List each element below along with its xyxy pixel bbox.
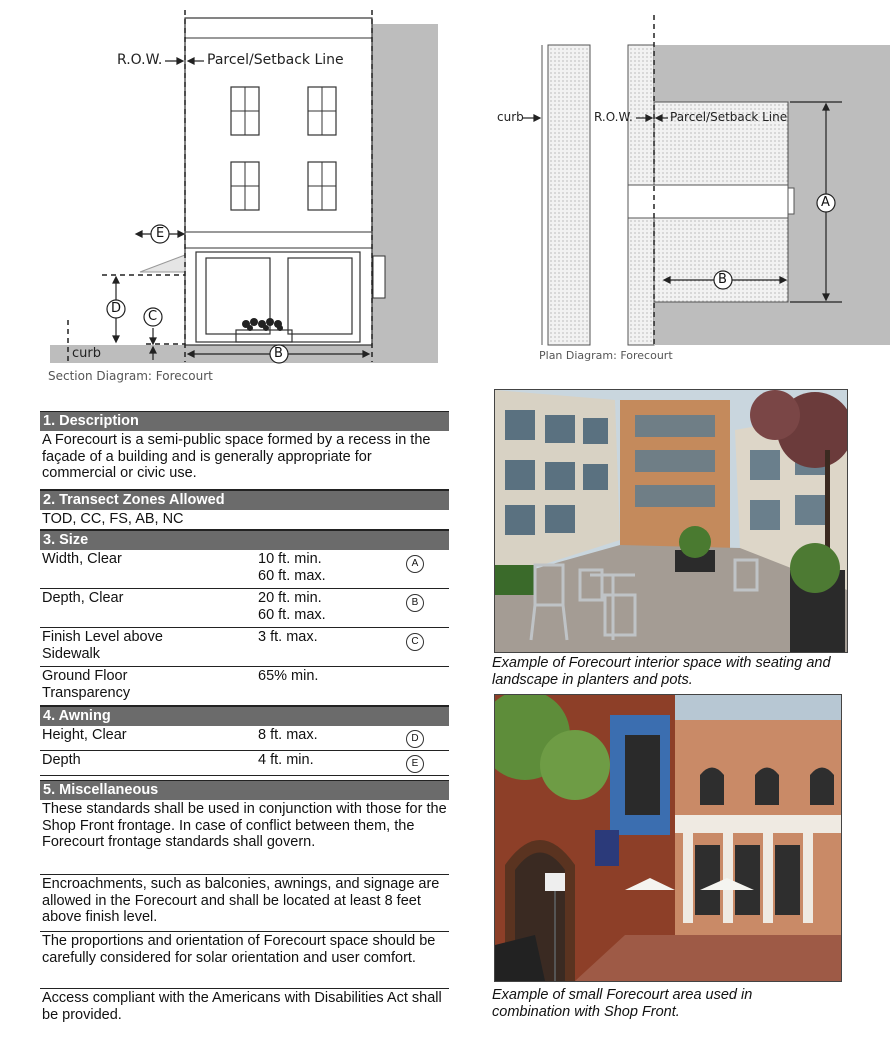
- size-depth-value: 20 ft. min. 60 ft. max.: [258, 590, 326, 623]
- misc-item-2: Encroachments, such as balconies, awnings, and signage are allowed in the Forecourt and shall be located at least 8 feet above finish level.: [40, 875, 449, 932]
- misc-item-3: The proportions and orientation of Forecourt space should be carefully considered for solar orientation and user comfort.: [40, 932, 449, 989]
- size-row-transparency: [40, 667, 449, 706]
- awning-depth-value: 4 ft. min.: [258, 752, 314, 768]
- photo2-caption: Example of small Forecourt area used in combination with Shop Front.: [492, 987, 753, 1020]
- plan-parcel-label: Parcel/Setback Line: [670, 110, 788, 124]
- section-marker-d: D: [111, 301, 122, 316]
- size-row-depth: [40, 589, 449, 628]
- size-depth-label: Depth, Clear: [42, 590, 124, 606]
- misc-item-1: These standards shall be used in conjunction with those for the Shop Front frontage. In case of conflict between them, the Forecourt frontage standards shall govern.: [40, 800, 449, 875]
- plan-marker-a: A: [821, 195, 830, 210]
- section-diagram-caption: Section Diagram: Forecourt: [48, 369, 213, 383]
- transect-text: TOD, CC, FS, AB, NC: [40, 510, 449, 530]
- transect-header: 2. Transect Zones Allowed: [40, 490, 449, 510]
- awning-row-height: [40, 726, 449, 751]
- size-transparency-value: 65% min.: [258, 668, 319, 684]
- section-row-label: R.O.W.: [117, 52, 163, 68]
- forecourt-standards-table: [40, 411, 449, 1028]
- description-text: A Forecourt is a semi-public space formed by a recess in the façade of a building and is generally appropriate for commercial or civic use.: [40, 431, 449, 490]
- awning-height-value: 8 ft. max.: [258, 727, 318, 743]
- small-forecourt-illustration: [495, 695, 841, 981]
- plan-row-label: R.O.W.: [594, 110, 633, 124]
- section-marker-c: C: [148, 309, 158, 324]
- plan-diagram-caption: Plan Diagram: Forecourt: [539, 349, 673, 362]
- size-header: 3. Size: [40, 530, 449, 550]
- misc-item-4: Access compliant with the Americans with Disabilities Act shall be provided.: [42, 990, 442, 1023]
- marker-b-badge: B: [406, 594, 424, 612]
- section-curb-label: curb: [72, 346, 101, 361]
- section-marker-e: E: [156, 226, 165, 241]
- size-width-value: 10 ft. min. 60 ft. max.: [258, 551, 326, 584]
- marker-a-badge: A: [406, 555, 424, 573]
- marker-d-badge: D: [406, 730, 424, 748]
- size-row-width: [40, 550, 449, 589]
- photo1-caption: Example of Forecourt interior space with seating and landscape in planters and pots.: [492, 655, 831, 688]
- awning-depth-label: Depth: [42, 752, 81, 768]
- awning-header: 4. Awning: [40, 706, 449, 726]
- awning-row-depth: [40, 751, 449, 776]
- size-finish-value: 3 ft. max.: [258, 629, 318, 645]
- size-finish-label: Finish Level above Sidewalk: [42, 629, 163, 662]
- forecourt-interior-photo: [494, 389, 848, 653]
- forecourt-interior-illustration: [495, 390, 847, 652]
- misc-header: 5. Miscellaneous: [40, 780, 449, 800]
- awning-height-label: Height, Clear: [42, 727, 127, 743]
- plan-curb-label: curb: [497, 110, 524, 124]
- size-width-label: Width, Clear: [42, 551, 122, 567]
- marker-e-badge: E: [406, 755, 424, 773]
- section-parcel-label: Parcel/Setback Line: [207, 52, 344, 68]
- section-marker-b: B: [274, 346, 283, 361]
- description-header: 1. Description: [40, 411, 449, 431]
- marker-c-badge: C: [406, 633, 424, 651]
- size-row-finish-level: [40, 628, 449, 667]
- small-forecourt-photo: [494, 694, 842, 982]
- size-transparency-label: Ground Floor Transparency: [42, 668, 131, 701]
- plan-diagram: [490, 0, 890, 370]
- plan-marker-b: B: [718, 272, 727, 287]
